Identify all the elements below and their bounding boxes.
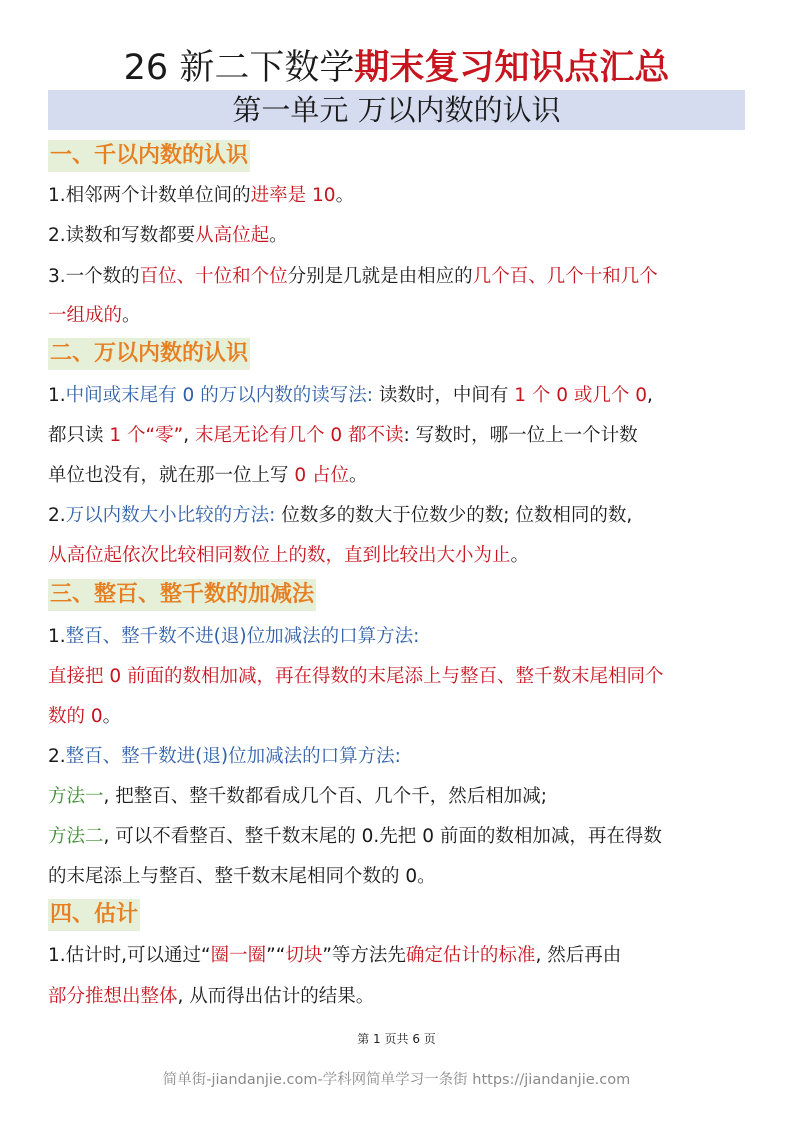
s2-line-5 [48,543,748,569]
s3-line-1 [48,624,748,650]
text: 1. [48,626,66,647]
s2-line-3 [48,463,748,489]
text: : 写数时，哪一位上一个计数 [403,425,638,446]
highlight-red: 确定估计的标准 [405,945,536,966]
highlight-red: 1 个 0 或几个 0 [514,385,648,406]
text: 。 [349,465,368,486]
highlight-red: 一组成的 [48,305,123,326]
page-number: 第 1 页共 6 页 [357,1032,436,1046]
s1-line-1 [48,183,748,209]
section-heading-2: 二、万以内数的认识 [48,338,250,370]
text: , [647,385,653,406]
text: 。 [269,225,288,246]
text: 2. [48,746,66,767]
s3-line-2 [48,664,748,690]
footer-watermark: 简单街-jiandanjie.com-学科网简单学习一条街 https://jiandanjie.com [162,1072,631,1088]
text: , 从而得出估计的结果。 [177,986,375,1007]
highlight-red: 直接把 0 前面的数相加减，再在得数的末尾添上与整百、整千数末尾相同个 [48,666,664,687]
highlight-red: 圈一圈 [210,945,267,966]
section-heading-3: 三、整百、整千数的加减法 [48,579,316,611]
highlight-red: 进率是 10 [250,185,336,206]
text: , 然后再由 [535,945,622,966]
text: 。 [335,185,355,206]
s2-line-2 [48,423,748,449]
s3-line-6 [48,824,748,850]
s3-line-3 [48,704,748,730]
highlight-blue: 整百、整千数不进(退)位加减法的口算方法: [65,626,420,647]
text: , [183,425,195,446]
title-prefix: 26 新二下数学 [123,48,355,88]
text: 1.相邻两个计数单位间的 [48,185,251,206]
s1-line-3 [48,264,748,290]
s1-line-2 [48,223,748,249]
text: 都只读 [48,425,110,446]
highlight-red: 0 占位 [294,465,350,486]
text: 2.读数和写数都要 [48,225,196,246]
text: 单位也没有，就在那一位上写 [48,465,295,486]
highlight-red: 末尾无论有几个 0 都不读 [194,425,404,446]
text: ”等方法先 [322,945,406,966]
highlight-red: 从高位起 [195,225,270,246]
text: 。 [510,545,530,566]
text: ”“ [266,945,286,966]
text: 位数多的数大于位数少的数; 位数相同的数, [275,505,633,526]
text: 2. [48,505,66,526]
s2-line-1 [48,383,748,409]
highlight-green: 方法二 [48,826,104,847]
highlight-green: 方法一 [48,786,104,807]
text: 读数时，中间有 [372,385,515,406]
text: 1.估计时,可以通过“ [48,945,211,966]
s3-line-4 [48,744,748,770]
text: 。 [102,706,122,727]
highlight-red: 数的 0 [48,706,103,727]
text: 分别是几就是由相应的 [287,266,473,287]
highlight-red: 1 个“零” [109,425,184,446]
s4-line-2 [48,984,748,1010]
highlight-blue: 万以内数大小比较的方法: [65,505,276,526]
text: 。 [122,305,141,326]
highlight-red: 从高位起依次比较相同数位上的数，直到比较出大小为止 [48,545,511,566]
section-heading-1: 一、千以内数的认识 [48,140,250,172]
page-title [0,44,793,92]
highlight-red: 切块 [285,945,323,966]
text: 的末尾添上与整百、整千数末尾相同个数的 0。 [48,866,436,887]
text: , 可以不看整百、整千数末尾的 0.先把 0 前面的数相加减，再在得数 [103,826,662,847]
unit-heading: 第一单元 万以内数的认识 [48,90,745,130]
section-heading-4: 四、估计 [48,899,140,931]
highlight-blue: 中间或末尾有 0 的万以内数的读写法: [65,385,373,406]
highlight-red: 几个百、几个十和几个 [472,266,658,287]
text: , 把整百、整千数都看成几个百、几个千，然后相加减; [103,786,548,807]
s2-line-4 [48,503,748,529]
s4-line-1 [48,943,748,969]
s3-line-7 [48,864,748,890]
highlight-red: 百位、十位和个位 [139,266,288,287]
highlight-red: 部分推想出整体 [48,986,178,1007]
title-highlight: 期末复习知识点汇总 [354,48,670,88]
s3-line-5 [48,784,748,810]
text: 1. [48,385,66,406]
text: 3.一个数的 [48,266,140,287]
highlight-blue: 整百、整千数进(退)位加减法的口算方法: [65,746,401,767]
s1-line-4 [48,303,748,329]
